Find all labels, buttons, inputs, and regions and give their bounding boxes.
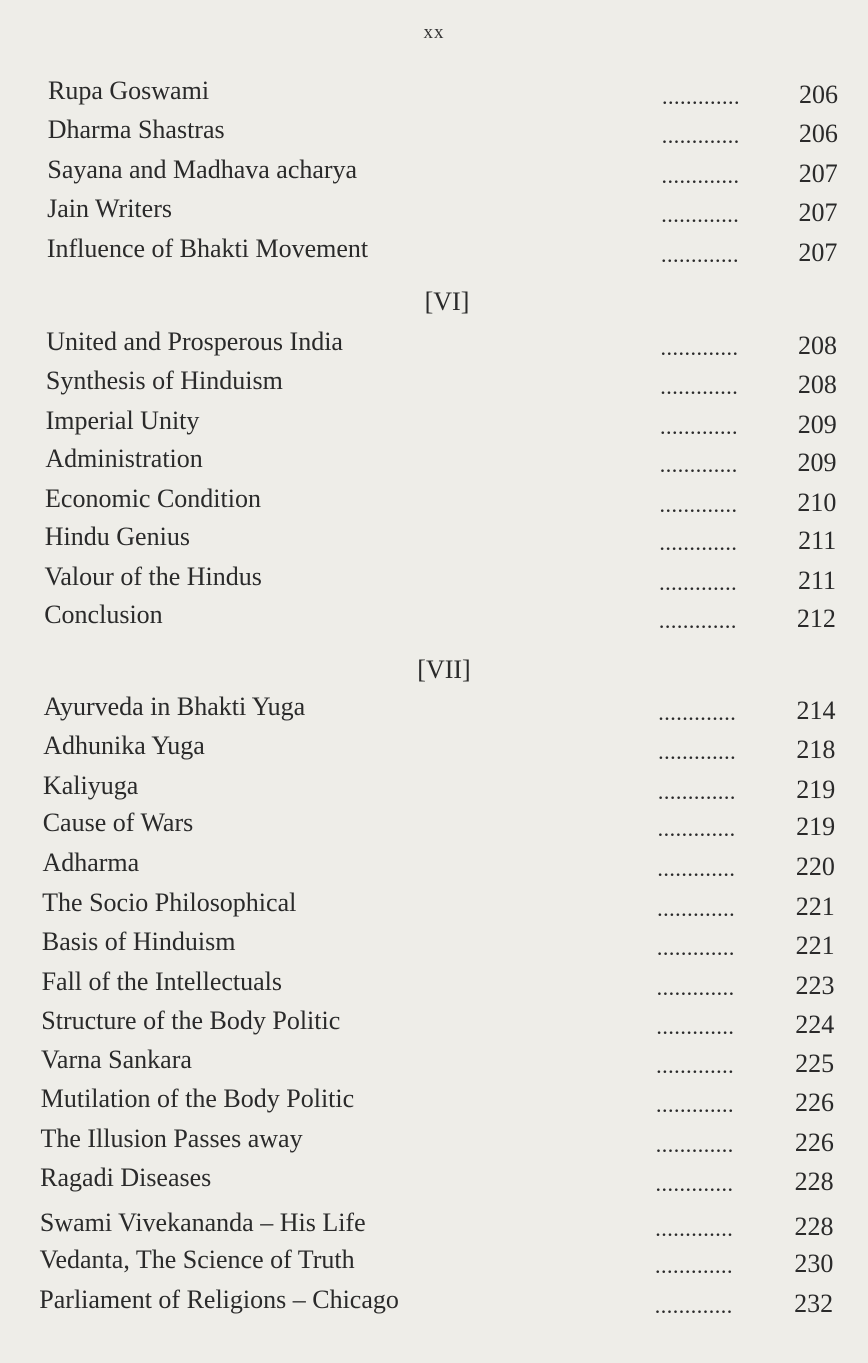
toc-entry-page-number: 221 xyxy=(795,892,835,921)
toc-entry-leader-dots: ............. xyxy=(655,1171,734,1196)
toc-entry-title: Economic Condition xyxy=(45,484,261,513)
toc-entry-title: Varna Sankara xyxy=(41,1045,192,1074)
toc-entry-title: Administration xyxy=(45,444,203,473)
toc-entry xyxy=(0,1123,868,1155)
toc-entry-title: Structure of the Body Politic xyxy=(41,1006,341,1035)
toc-entry xyxy=(0,521,868,553)
toc-entry xyxy=(0,483,868,515)
toc-entry-page-number: 206 xyxy=(799,80,838,109)
toc-entry xyxy=(0,114,868,146)
toc-entry xyxy=(0,926,868,958)
toc-entry xyxy=(0,807,868,839)
toc-entry-leader-dots: ............. xyxy=(655,1216,734,1241)
toc-entry-page-number: 209 xyxy=(797,410,837,439)
toc-entry xyxy=(0,599,868,631)
toc-entry-leader-dots: ............. xyxy=(659,452,738,477)
toc-entry-page-number: 211 xyxy=(798,526,837,555)
toc-entry-title: Ragadi Diseases xyxy=(40,1163,212,1192)
toc-entry-leader-dots: ............. xyxy=(658,608,737,633)
toc-entry xyxy=(0,1083,868,1115)
toc-entry-page-number: 230 xyxy=(794,1249,834,1278)
toc-entry-page-number: 228 xyxy=(794,1212,834,1241)
toc-entry-title: Vedanta, The Science of Truth xyxy=(39,1245,355,1274)
toc-entry-leader-dots: ............. xyxy=(661,202,740,227)
toc-entry-page-number: 214 xyxy=(796,696,836,725)
toc-entry-page-number: 211 xyxy=(798,566,837,595)
toc-entry xyxy=(0,365,868,397)
toc-entry-page-number: 206 xyxy=(798,119,838,148)
toc-entry xyxy=(0,154,868,186)
toc-entry-leader-dots: ............. xyxy=(661,163,740,188)
toc-entry-page-number: 212 xyxy=(796,604,836,633)
toc-entry-page-number: 208 xyxy=(797,370,837,399)
toc-entry-leader-dots: ............. xyxy=(658,739,737,764)
toc-entry-title: Mutilation of the Body Politic xyxy=(40,1084,355,1113)
toc-entry-leader-dots: ............. xyxy=(660,335,739,360)
toc-entry-title: Swami Vivekananda – His Life xyxy=(39,1208,366,1237)
toc-entry-title: Dharma Shastras xyxy=(47,115,225,144)
toc-entry-page-number: 218 xyxy=(796,735,836,764)
toc-entry-leader-dots: ............. xyxy=(656,1053,735,1078)
toc-entry-leader-dots: ............. xyxy=(658,700,737,725)
toc-entry-page-number: 207 xyxy=(798,159,838,188)
toc-entry-page-number: 226 xyxy=(794,1128,834,1157)
toc-entry xyxy=(0,193,868,225)
toc-entry-title: Hindu Genius xyxy=(44,522,190,551)
toc-entry xyxy=(0,1244,868,1276)
toc-entry-title: The Illusion Passes away xyxy=(40,1124,303,1153)
toc-entry-leader-dots: ............. xyxy=(661,242,740,267)
toc-entry-title: Adharma xyxy=(42,848,140,877)
toc-entry-leader-dots: ............. xyxy=(659,530,738,555)
toc-entry-title: The Socio Philosophical xyxy=(42,888,297,917)
toc-entry xyxy=(0,405,868,437)
toc-entry-title: Parliament of Religions – Chicago xyxy=(39,1285,399,1314)
toc-entry xyxy=(0,233,868,265)
toc-entry xyxy=(0,847,868,879)
toc-entry-page-number: 220 xyxy=(795,852,835,881)
toc-entry-page-number: 219 xyxy=(796,775,836,804)
toc-entry-leader-dots: ............. xyxy=(657,856,736,881)
toc-entry-page-number: 232 xyxy=(794,1289,834,1318)
toc-entry-leader-dots: ............. xyxy=(656,935,735,960)
toc-entry-leader-dots: ............. xyxy=(660,414,739,439)
toc-entry-page-number: 209 xyxy=(797,448,837,477)
toc-entry xyxy=(0,326,868,358)
toc-entry-page-number: 208 xyxy=(798,331,837,360)
toc-entry-leader-dots: ............. xyxy=(654,1253,733,1278)
toc-entry-page-number: 207 xyxy=(798,238,838,267)
toc-entry-leader-dots: ............. xyxy=(655,1132,734,1157)
toc-entry-title: Ayurveda in Bhakti Yuga xyxy=(43,692,306,721)
toc-entry xyxy=(0,561,868,593)
toc-entry xyxy=(0,1005,868,1037)
toc-entry-title: Influence of Bhakti Movement xyxy=(46,234,369,263)
toc-entry-page-number: 219 xyxy=(796,812,836,841)
toc-entry-leader-dots: ............. xyxy=(656,1014,735,1039)
toc-entry xyxy=(0,887,868,919)
toc-entry-page-number: 226 xyxy=(794,1088,834,1117)
toc-entry-leader-dots: ............. xyxy=(657,816,736,841)
toc-entry-title: Synthesis of Hinduism xyxy=(45,366,283,395)
toc-entry xyxy=(0,1044,868,1076)
section-heading: [VII] xyxy=(417,655,471,684)
toc-entry-leader-dots: ............. xyxy=(659,570,738,595)
toc-entry-title: Adhunika Yuga xyxy=(43,731,205,760)
toc-entry-page-number: 223 xyxy=(795,971,835,1000)
toc-entry-leader-dots: ............. xyxy=(655,1092,734,1117)
toc-entry-leader-dots: ............. xyxy=(659,492,738,517)
toc-entry-page-number: 224 xyxy=(795,1010,835,1039)
toc-entry xyxy=(0,770,868,802)
toc-entry-leader-dots: ............. xyxy=(654,1293,733,1318)
toc-entry-leader-dots: ............. xyxy=(656,975,735,1000)
toc-entry-page-number: 207 xyxy=(798,198,838,227)
toc-entry xyxy=(0,730,868,762)
toc-entry xyxy=(0,1207,868,1239)
toc-entry xyxy=(0,691,868,723)
toc-entry-page-number: 228 xyxy=(794,1167,834,1196)
page-number: xx xyxy=(423,22,445,43)
toc-entry xyxy=(0,966,868,998)
toc-entry-title: Sayana and Madhava acharya xyxy=(47,155,358,184)
toc-entry-title: Valour of the Hindus xyxy=(44,562,262,591)
toc-entry-title: Basis of Hinduism xyxy=(41,927,236,956)
toc-entry-title: Rupa Goswami xyxy=(48,76,210,105)
toc-entry-title: Fall of the Intellectuals xyxy=(41,967,283,996)
toc-entry-leader-dots: ............. xyxy=(657,779,736,804)
toc-entry-leader-dots: ............. xyxy=(657,896,736,921)
toc-entry-title: Cause of Wars xyxy=(42,808,194,837)
toc-entry-title: United and Prosperous India xyxy=(46,327,343,356)
toc-entry-page-number: 221 xyxy=(795,931,835,960)
toc-entry-leader-dots: ............. xyxy=(660,374,739,399)
toc-entry-page-number: 225 xyxy=(795,1049,835,1078)
toc-entry-title: Conclusion xyxy=(44,600,163,629)
toc-entry-title: Jain Writers xyxy=(47,194,172,223)
section-heading: [VI] xyxy=(424,287,470,316)
toc-entry xyxy=(0,443,868,475)
toc-entry-leader-dots: ............. xyxy=(662,84,740,109)
toc-entry-title: Kaliyuga xyxy=(42,771,139,800)
toc-entry xyxy=(0,1162,868,1194)
toc-entry xyxy=(0,1284,868,1316)
toc-entry-title: Imperial Unity xyxy=(45,406,200,435)
toc-entry-leader-dots: ............. xyxy=(661,123,740,148)
toc-entry xyxy=(0,75,868,107)
toc-entry-page-number: 210 xyxy=(797,488,837,517)
